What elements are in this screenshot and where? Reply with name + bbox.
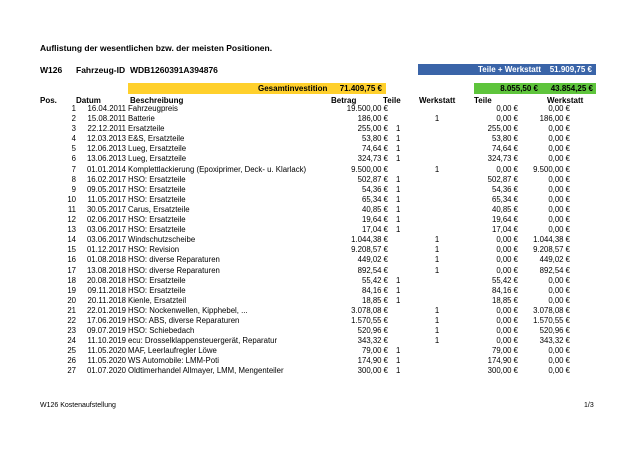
cell-werk: [428, 205, 446, 215]
col-header-werkstatt: Werkstatt: [419, 96, 456, 105]
table-row: [40, 286, 570, 296]
cell-teile: 1: [396, 184, 401, 194]
teile-werkstatt-total-bar: [418, 64, 596, 75]
cell-tsum: 18,85 €: [491, 295, 518, 305]
cell-date: 11.05.2020: [87, 356, 126, 366]
cell-tsum: 0,00 €: [496, 245, 518, 255]
cell-desc: Ersatzteile: [128, 124, 165, 134]
table-row: [40, 296, 570, 306]
cell-date: 30.05.2017: [86, 204, 126, 214]
table-row: [40, 124, 570, 134]
cell-desc: Oldtimerhandel Allmayer, LMM, Mengenteiler: [128, 366, 284, 376]
cell-teile: [388, 255, 428, 265]
cell-desc: HSO: Revision: [128, 245, 180, 255]
cell-date: 11.10.2019: [87, 336, 126, 346]
cell-teile: 1: [396, 204, 401, 214]
cell-date: 01.07.2020: [86, 366, 126, 376]
cell-pos: 25: [67, 346, 76, 356]
cell-pos: 24: [67, 336, 76, 346]
table-row: [40, 356, 570, 366]
cell-date: 01.12.2017: [86, 245, 126, 255]
cell-pos: 5: [71, 144, 76, 154]
cell-betrag: 9.208,57 €: [351, 245, 388, 255]
table-row: [40, 134, 570, 144]
table-row: [40, 215, 570, 225]
cell-tsum: 255,00 €: [487, 124, 518, 134]
cell-wsum: 0,00 €: [548, 124, 570, 134]
cell-teile: 1: [396, 285, 401, 295]
cell-date: 11.05.2020: [87, 346, 126, 356]
teile-werkstatt-label: Teile + Werkstatt: [478, 65, 542, 74]
cell-wsum: 1.044,38 €: [533, 235, 570, 245]
cell-wsum: 0,00 €: [548, 174, 570, 184]
cell-werk: [428, 296, 446, 306]
cell-desc: HSO: Ersatzteile: [128, 215, 186, 225]
cell-pos: 22: [67, 315, 76, 325]
cell-desc: HSO: Ersatzteile: [128, 184, 186, 194]
cell-werk: 1: [434, 255, 440, 265]
cell-werk: 1: [434, 114, 440, 124]
col-header-beschreibung: Beschreibung: [130, 96, 184, 105]
cell-date: 22.12.2011: [87, 124, 126, 134]
page-heading: Auflistung der wesentlichen bzw. der meisten Positionen.: [40, 43, 273, 53]
cell-desc: Carus, Ersatzteile: [128, 204, 190, 214]
cell-wsum: 0,00 €: [548, 204, 570, 214]
cell-pos: 16: [67, 255, 76, 265]
cell-werk: [428, 134, 446, 144]
table-row: [40, 306, 570, 316]
cell-pos: 8: [71, 174, 76, 184]
cell-betrag: 9.500,00 €: [351, 164, 388, 174]
cell-tsum: 174,90 €: [487, 356, 518, 366]
cell-tsum: 0,00 €: [496, 265, 518, 275]
cell-wsum: 0,00 €: [548, 356, 570, 366]
cell-desc: HSO: diverse Reparaturen: [128, 255, 220, 265]
table-row: [40, 346, 570, 356]
cell-werk: [428, 154, 446, 164]
cell-date: 12.06.2013: [86, 144, 126, 154]
cell-date: 20.08.2018: [86, 275, 126, 285]
vehicle-model: W126: [40, 65, 63, 75]
cell-werk: [428, 276, 446, 286]
cell-wsum: 343,32 €: [539, 336, 570, 346]
cell-teile: [388, 336, 428, 346]
cell-teile: [388, 306, 428, 316]
cell-tsum: 0,00 €: [496, 164, 518, 174]
cell-date: 20.11.2018: [87, 295, 126, 305]
cell-teile: 1: [396, 366, 401, 376]
cell-betrag: 19.500,00 €: [346, 104, 388, 113]
cell-teile: 1: [396, 295, 401, 305]
page-number: 1/3: [584, 402, 594, 409]
cell-date: 09.05.2017: [86, 184, 126, 194]
cell-betrag: 255,00 €: [357, 124, 388, 134]
cell-date: 03.06.2017: [86, 225, 126, 235]
cell-betrag: 18,85 €: [361, 295, 388, 305]
cell-werk: 1: [434, 305, 440, 315]
teile-werkstatt-value: 51.909,75 €: [549, 65, 592, 74]
cell-betrag: 79,00 €: [361, 346, 388, 356]
cell-pos: 15: [67, 245, 76, 255]
cell-wsum: 9.208,57 €: [533, 245, 570, 255]
cell-teile: 1: [396, 215, 401, 225]
cell-betrag: 520,96 €: [357, 326, 388, 336]
cell-pos: 1: [71, 104, 76, 113]
cell-wsum: 892,54 €: [539, 265, 570, 275]
cell-desc: HSO: Ersatzteile: [128, 225, 186, 235]
cell-desc: HSO: Ersatzteile: [128, 275, 186, 285]
cell-date: 16.04.2011: [87, 104, 126, 113]
cell-desc: HSO: Ersatzteile: [128, 194, 186, 204]
cell-werk: [428, 366, 446, 376]
cell-desc: HSO: Ersatzteile: [128, 174, 186, 184]
cell-desc: WS Automobile: LMM-Poti: [128, 356, 219, 366]
table-row: [40, 104, 570, 114]
table-row: [40, 316, 570, 326]
cell-date: 15.08.2011: [87, 114, 126, 124]
table-row: [40, 245, 570, 255]
cell-pos: 2: [71, 114, 76, 124]
cell-teile: 1: [396, 144, 401, 154]
cell-werk: [428, 215, 446, 225]
cell-teile: 1: [396, 154, 401, 164]
cell-wsum: 0,00 €: [548, 366, 570, 376]
cell-tsum: 54,36 €: [491, 184, 518, 194]
cell-date: 01.01.2014: [86, 164, 126, 174]
cell-tsum: 0,00 €: [496, 305, 518, 315]
gesamtinvestition-bar: [128, 83, 386, 94]
cell-tsum: 502,87 €: [487, 174, 518, 184]
cell-betrag: 343,32 €: [357, 336, 388, 346]
cell-betrag: 449,02 €: [357, 255, 388, 265]
cell-wsum: 0,00 €: [548, 154, 570, 164]
cell-date: 16.02.2017: [86, 174, 126, 184]
cell-teile: [388, 104, 428, 114]
sums-bar: [474, 83, 596, 94]
cell-tsum: 0,00 €: [496, 114, 518, 124]
footer-title: W126 Kostenaufstellung: [40, 402, 116, 409]
cell-werk: [428, 124, 446, 134]
gesamtinvestition-value: 71.409,75 €: [339, 84, 382, 93]
table-row: [40, 255, 570, 265]
cell-werk: 1: [434, 326, 440, 336]
cell-teile: [388, 266, 428, 276]
cell-teile: 1: [396, 134, 401, 144]
cell-betrag: 65,34 €: [361, 194, 388, 204]
cell-teile: 1: [396, 225, 401, 235]
cell-wsum: 0,00 €: [548, 144, 570, 154]
cell-tsum: 40,85 €: [491, 204, 518, 214]
col-header-teile: Teile: [383, 96, 401, 105]
cell-werk: [428, 346, 446, 356]
cell-pos: 12: [67, 215, 76, 225]
cell-wsum: 0,00 €: [548, 104, 570, 113]
cell-betrag: 54,36 €: [361, 184, 388, 194]
cell-wsum: 449,02 €: [539, 255, 570, 265]
cell-pos: 19: [67, 285, 76, 295]
cell-wsum: 0,00 €: [548, 184, 570, 194]
cell-werk: [428, 185, 446, 195]
table-row: [40, 225, 570, 235]
cell-wsum: 0,00 €: [548, 225, 570, 235]
cell-desc: HSO: Ersatzteile: [128, 285, 186, 295]
cell-betrag: 53,80 €: [361, 134, 388, 144]
cell-wsum: 0,00 €: [548, 134, 570, 144]
cell-wsum: 9.500,00 €: [533, 164, 570, 174]
table-row: [40, 175, 570, 185]
cell-betrag: 892,54 €: [357, 265, 388, 275]
cell-wsum: 3.078,08 €: [533, 305, 570, 315]
cell-pos: 13: [67, 225, 76, 235]
table-row: [40, 114, 570, 124]
cell-werk: 1: [434, 164, 440, 174]
cell-pos: 9: [71, 184, 76, 194]
table-row: [40, 154, 570, 164]
cell-wsum: 0,00 €: [548, 194, 570, 204]
cell-desc: Lueg, Ersatzteile: [128, 144, 187, 154]
cell-tsum: 65,34 €: [491, 194, 518, 204]
cell-date: 17.06.2019: [86, 315, 126, 325]
cell-tsum: 0,00 €: [496, 104, 518, 113]
cell-desc: Kienle, Ersatzteil: [128, 295, 187, 305]
positions-table: [40, 104, 570, 377]
cell-desc: Fahrzeugpreis: [128, 104, 178, 113]
cell-pos: 23: [67, 326, 76, 336]
cell-tsum: 324,73 €: [487, 154, 518, 164]
cell-wsum: 0,00 €: [548, 215, 570, 225]
werkstatt-sum: 43.854,25 €: [550, 84, 593, 93]
cell-werk: [428, 225, 446, 235]
cell-betrag: 300,00 €: [357, 366, 388, 376]
cell-teile: 1: [396, 275, 401, 285]
cell-wsum: 186,00 €: [539, 114, 570, 124]
cell-werk: 1: [434, 265, 440, 275]
cell-betrag: 55,42 €: [361, 275, 388, 285]
cell-date: 13.06.2013: [86, 154, 126, 164]
cell-tsum: 0,00 €: [496, 235, 518, 245]
col-header-betrag: Betrag: [331, 96, 357, 105]
cell-betrag: 1.570,55 €: [351, 315, 388, 325]
cell-werk: [428, 356, 446, 366]
table-row: [40, 326, 570, 336]
cell-tsum: 19,64 €: [491, 215, 518, 225]
cell-desc: HSO: Nockenwellen, Kipphebel, ...: [128, 305, 248, 315]
table-row: [40, 366, 570, 376]
cell-pos: 21: [67, 305, 76, 315]
cell-date: 03.06.2017: [86, 235, 126, 245]
table-row: [40, 266, 570, 276]
cell-werk: [428, 286, 446, 296]
cell-teile: [388, 165, 428, 175]
cell-betrag: 74,64 €: [361, 144, 388, 154]
cell-pos: 4: [71, 134, 76, 144]
cell-teile: [388, 114, 428, 124]
table-row: [40, 336, 570, 346]
cell-werk: [428, 195, 446, 205]
cell-desc: HSO: Schiebedach: [128, 326, 195, 336]
cell-betrag: 17,04 €: [361, 225, 388, 235]
cell-desc: ecu: Drosselklappensteuergerät, Reparatur: [128, 336, 278, 346]
cell-betrag: 1.044,38 €: [351, 235, 388, 245]
cell-pos: 11: [67, 204, 76, 214]
cell-pos: 3: [71, 124, 76, 134]
col-header-pos: Pos.: [40, 96, 57, 105]
cell-date: 09.11.2018: [87, 285, 126, 295]
cell-werk: 1: [434, 336, 440, 346]
cell-betrag: 3.078,08 €: [351, 305, 388, 315]
cell-betrag: 186,00 €: [357, 114, 388, 124]
cell-betrag: 19,64 €: [361, 215, 388, 225]
cell-desc: E&S, Ersatzteile: [128, 134, 185, 144]
cell-wsum: 0,00 €: [548, 285, 570, 295]
cell-date: 09.07.2019: [86, 326, 126, 336]
cell-werk: 1: [434, 235, 440, 245]
cell-date: 02.06.2017: [86, 215, 126, 225]
cell-tsum: 53,80 €: [491, 134, 518, 144]
table-row: [40, 276, 570, 286]
col-header-datum: Datum: [76, 96, 101, 105]
cell-desc: Windschutzscheibe: [128, 235, 196, 245]
cell-desc: MAF, Leerlaufregler Löwe: [128, 346, 217, 356]
cell-werk: [428, 104, 446, 114]
table-row: [40, 235, 570, 245]
cell-desc: HSO: ABS, diverse Reparaturen: [128, 315, 240, 325]
cell-tsum: 55,42 €: [491, 275, 518, 285]
cell-werk: 1: [434, 315, 440, 325]
cell-pos: 10: [67, 194, 76, 204]
table-row: [40, 195, 570, 205]
table-row: [40, 185, 570, 195]
cell-date: 12.03.2013: [86, 134, 126, 144]
cell-tsum: 84,16 €: [491, 285, 518, 295]
cell-teile: [388, 235, 428, 245]
positions-table-body: [40, 104, 570, 377]
cell-pos: 26: [67, 356, 76, 366]
cell-pos: 18: [67, 275, 76, 285]
cell-teile: [388, 326, 428, 336]
cell-date: 01.08.2018: [86, 255, 126, 265]
cell-teile: 1: [396, 356, 401, 366]
cell-tsum: 0,00 €: [496, 315, 518, 325]
vehicle-id-label: Fahrzeug-ID: [76, 65, 126, 75]
cell-teile: [388, 245, 428, 255]
cell-date: 11.05.2017: [87, 194, 126, 204]
cell-tsum: 0,00 €: [496, 326, 518, 336]
teile-sum: 8.055,50 €: [500, 84, 538, 93]
cell-betrag: 40,85 €: [361, 204, 388, 214]
cell-tsum: 0,00 €: [496, 336, 518, 346]
cell-teile: 1: [396, 174, 401, 184]
cell-pos: 20: [67, 295, 76, 305]
cell-werk: 1: [434, 245, 440, 255]
gesamtinvestition-label: Gesamtinvestition: [258, 84, 328, 93]
cell-wsum: 1.570,55 €: [533, 315, 570, 325]
cell-tsum: 74,64 €: [491, 144, 518, 154]
cell-teile: 1: [396, 124, 401, 134]
cell-betrag: 174,90 €: [357, 356, 388, 366]
cell-desc: Komplettlackierung (Epoxiprimer, Deck- u. Klarlack): [128, 164, 307, 174]
cell-date: 13.08.2018: [86, 265, 126, 275]
cell-wsum: 0,00 €: [548, 346, 570, 356]
table-row: [40, 165, 570, 175]
cell-desc: HSO: diverse Reparaturen: [128, 265, 220, 275]
table-row: [40, 205, 570, 215]
cell-desc: Lueg, Ersatzteile: [128, 154, 187, 164]
cell-pos: 6: [71, 154, 76, 164]
cell-wsum: 520,96 €: [539, 326, 570, 336]
cell-werk: [428, 144, 446, 154]
cell-betrag: 502,87 €: [357, 174, 388, 184]
cell-wsum: 0,00 €: [548, 295, 570, 305]
cell-teile: [388, 316, 428, 326]
cell-wsum: 0,00 €: [548, 275, 570, 285]
table-row: [40, 144, 570, 154]
cell-date: 22.01.2019: [86, 305, 126, 315]
cell-desc: Batterie: [128, 114, 155, 124]
cell-teile: 1: [396, 346, 401, 356]
cell-pos: 17: [67, 265, 76, 275]
cell-tsum: 300,00 €: [487, 366, 518, 376]
cell-werk: [428, 175, 446, 185]
cell-tsum: 17,04 €: [491, 225, 518, 235]
cell-pos: 27: [67, 366, 76, 376]
col-header-teile-sum: Teile: [474, 96, 492, 105]
col-header-werkstatt-sum: Werkstatt: [547, 96, 584, 105]
vehicle-id-value: WDB1260391A394876: [130, 65, 218, 75]
cell-tsum: 0,00 €: [496, 255, 518, 265]
cell-teile: 1: [396, 194, 401, 204]
cell-betrag: 324,73 €: [357, 154, 388, 164]
cell-betrag: 84,16 €: [361, 285, 388, 295]
cell-pos: 14: [67, 235, 76, 245]
cell-pos: 7: [71, 164, 76, 174]
cell-tsum: 79,00 €: [491, 346, 518, 356]
